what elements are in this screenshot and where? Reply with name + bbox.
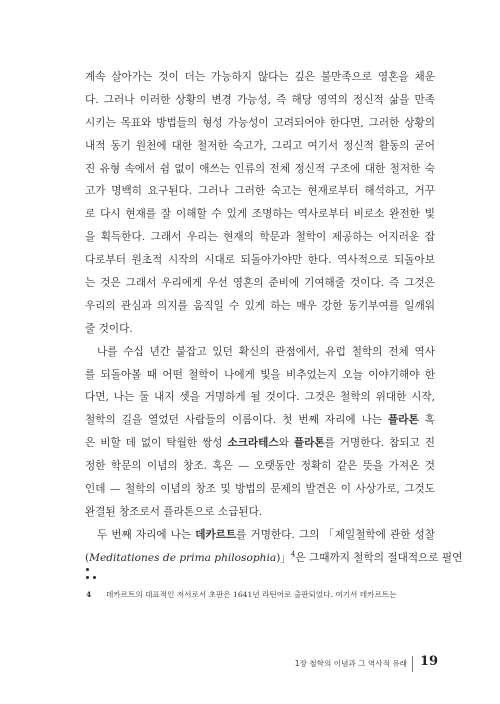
text-line: 우리의 관심과 의지를 움직일 수 있게 하는 매우 강한 동기부여를 일깨워 — [85, 299, 435, 312]
text-fragment: 은 비할 데 없이 탁월한 쌍성 — [85, 437, 228, 450]
footnote-reference[interactable]: 4 — [290, 550, 296, 559]
text-line: 다. 그러나 이러한 상황의 변경 가능성, 즉 해당 영역의 정신적 삶을 만족 — [85, 93, 435, 106]
latin-title: Meditationes de prima philosophia — [89, 551, 277, 564]
text-line: 줄 것이다. — [85, 322, 133, 335]
name-plato: 플라톤 — [388, 414, 419, 427]
text-line: 계속 살아가는 것이 더는 가능하지 않다는 깊은 불만족으로 영혼을 채운 — [85, 71, 435, 83]
text-fragment: 혹 — [418, 414, 435, 427]
text-line: 진 유형 속에서 쉼 없이 애쓰는 인류의 전체 정신적 구조에 대한 철저한 숙 — [85, 162, 435, 175]
text-line: 을 획득한다. 그래서 우리는 현재의 학문과 철학이 제공하는 어지러운 잡 — [85, 231, 435, 244]
text-line: 정한 학문의 이념의 창조. 혹은 — 오랫동안 정확히 같은 뜻을 가져온 것 — [85, 460, 435, 473]
text-fragment: ( — [85, 551, 90, 564]
text-line — [85, 547, 463, 570]
text-line — [85, 432, 435, 455]
name-socrates: 소크라테스 — [227, 437, 279, 450]
text-line: 로 다시 현재를 잘 이해할 수 있게 조명하는 역사로부터 비로소 완전한 빛 — [85, 208, 435, 221]
footnote-text: 데카르트의 대표적인 저서로서 초판은 1641년 라틴어로 출판되었다. 여기서 데카르트는 — [106, 590, 397, 599]
text-line: 다로부터 원초적 시작의 시대로 되돌아가야만 한다. 역사적으로 되돌아보 — [85, 254, 435, 267]
text-fragment: 은 그때까지 철학의 절대적으로 필연 — [295, 551, 463, 564]
footnote — [86, 589, 438, 601]
text-line — [85, 524, 435, 547]
text-line: 내적 동기 원천에 대한 철저한 숙고가, 그리고 여기서 정신적 활동의 굳어 — [85, 139, 435, 152]
name-descartes: 데카르트 — [195, 528, 237, 541]
page-number: 19 — [420, 654, 439, 669]
text-fragment: 두 번째 자리에 나는 — [97, 528, 196, 541]
text-fragment: 와 — [278, 437, 294, 450]
text-fragment: 를 거명한다. 그의 「제일철학에 관한 성찰 — [236, 528, 435, 541]
footnote-separator-icon — [86, 568, 100, 584]
text-line: 는 것은 그래서 우리에게 우선 영혼의 준비에 기여해줄 것이다. 즉 그것은 — [85, 277, 435, 290]
body-text — [85, 66, 463, 570]
text-fragment: )」 — [276, 551, 291, 564]
text-line: 고가 명백히 요구된다. 그러나 그러한 숙고는 현재로부터 해석하고, 거꾸 — [85, 185, 435, 198]
text-line: 다면, 나는 둘 내지 셋을 거명하게 될 것이다. 그것은 철학의 위대한 시작, — [85, 391, 435, 404]
text-line: 완결된 창조로서 플라톤으로 소급된다. — [85, 505, 263, 518]
footer-divider — [412, 656, 413, 672]
text-line: 시키는 목표와 방법들의 형성 가능성이 고려되어야 한다면, 그러한 상황의 — [85, 116, 435, 129]
text-line: 나를 수십 년간 붙잡고 있던 확신의 관점에서, 유럽 철학의 전체 역사 — [97, 345, 435, 358]
text-line: 인데 — 철학의 이념의 창조 및 방법의 문제의 발견은 이 사상가로, 그것도 — [85, 483, 435, 496]
text-line: 를 되돌아볼 때 어떤 철학이 나에게 빛을 비추었는지 오늘 이야기해야 한 — [85, 368, 435, 381]
name-plato: 플라톤 — [293, 437, 325, 450]
text-line — [85, 409, 435, 432]
text-fragment: 를 거명한다. 참되고 진 — [324, 437, 435, 450]
footnote-number: 4 — [86, 590, 92, 599]
text-fragment: 철학의 길을 열었던 사람들의 이름이다. 첫 번째 자리에 나는 — [85, 414, 389, 427]
running-head: 1장 철학의 이념과 그 역사적 유래 — [294, 659, 407, 668]
page-footer — [0, 654, 500, 674]
